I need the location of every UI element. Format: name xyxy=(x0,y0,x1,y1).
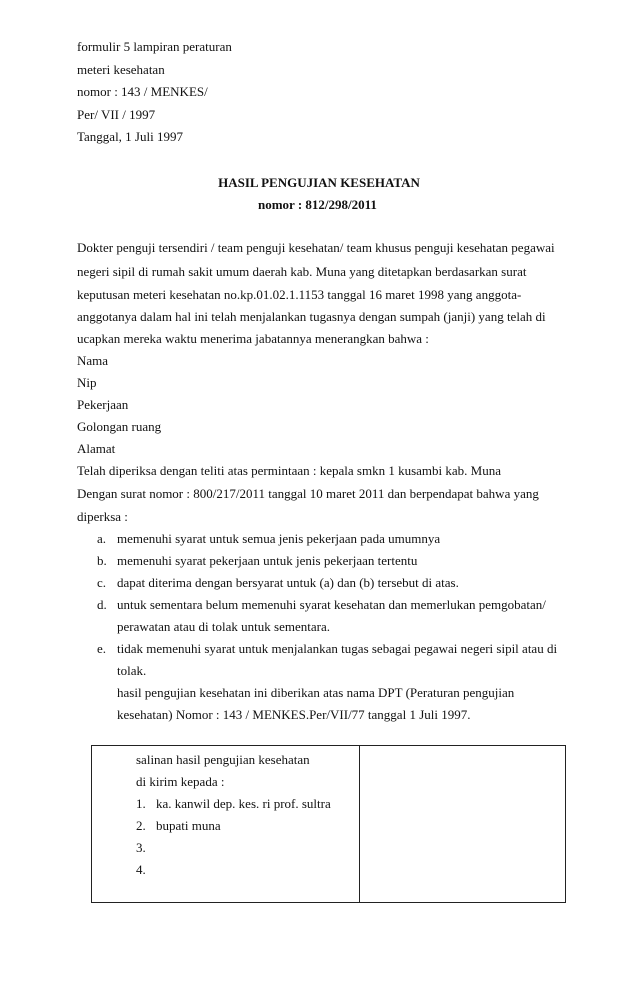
recipient-number: 1. xyxy=(136,796,146,811)
option-marker: c. xyxy=(97,575,107,590)
recipient-number: 3. xyxy=(136,840,146,855)
intro-line: negeri sipil di rumah sakit umum daerah kab. Muna yang ditetapkan berdasarkan surat xyxy=(77,264,527,279)
closing-line: hasil pengujian kesehatan ini diberikan atas nama DPT (Peraturan pengujian xyxy=(117,685,515,700)
document-number: nomor : 812/298/2011 xyxy=(258,197,377,212)
field-golongan-ruang: Golongan ruang xyxy=(77,419,162,434)
recipient-name: ka. kanwil dep. kes. ri prof. sultra xyxy=(156,796,331,811)
closing-line: kesehatan) Nomor : 143 / MENKES.Per/VII/77 tanggal 1 Juli 1997. xyxy=(117,707,471,722)
intro-line: Dokter penguji tersendiri / team penguji kesehatan/ team khusus penguji kesehatan pegawai xyxy=(77,240,555,255)
recipient-name: bupati muna xyxy=(156,818,221,833)
option-marker: a. xyxy=(97,531,107,546)
field-nip: Nip xyxy=(77,375,97,390)
header-line: formulir 5 lampiran peraturan xyxy=(77,39,232,54)
option-text: dapat diterima dengan bersyarat untuk (a) dan (b) tersebut di atas. xyxy=(117,575,459,590)
option-text: perawatan atau di tolak untuk sementara. xyxy=(117,619,330,634)
intro-line: ucapkan mereka waktu menerima jabatannya menerangkan bahwa : xyxy=(77,331,429,346)
option-text: memenuhi syarat untuk semua jenis pekerjaan pada umumnya xyxy=(117,531,441,546)
option-text: tidak memenuhi syarat untuk menjalankan tugas sebagai pegawai negeri sipil atau di xyxy=(117,641,558,656)
field-nama: Nama xyxy=(77,353,109,368)
option-marker: d. xyxy=(97,597,107,612)
examined-line: diperksa : xyxy=(77,509,128,524)
intro-line: keputusan meteri kesehatan no.kp.01.02.1.1153 tanggal 16 maret 1998 yang anggota- xyxy=(77,287,522,302)
option-text: tolak. xyxy=(117,663,147,678)
option-text: memenuhi syarat pekerjaan untuk jenis pekerjaan tertentu xyxy=(117,553,418,568)
recipient-number: 2. xyxy=(136,818,146,833)
header-line: nomor : 143 / MENKES/ xyxy=(77,84,208,99)
examined-line: Dengan surat nomor : 800/217/2011 tanggal 10 maret 2011 dan berpendapat bahwa yang xyxy=(77,486,539,501)
recipient-number: 4. xyxy=(136,862,146,877)
box-divider xyxy=(359,745,360,903)
field-pekerjaan: Pekerjaan xyxy=(77,397,129,412)
option-marker: e. xyxy=(97,641,107,656)
header-line: Per/ VII / 1997 xyxy=(77,107,156,122)
option-text: untuk sementara belum memenuhi syarat kesehatan dan memerlukan pemgobatan/ xyxy=(117,597,546,612)
field-alamat: Alamat xyxy=(77,441,116,456)
intro-line: anggotanya dalam hal ini telah menjalankan tugasnya dengan sumpah (janji) yang telah di xyxy=(77,309,546,324)
document-title: HASIL PENGUJIAN KESEHATAN xyxy=(218,175,420,190)
header-line: meteri kesehatan xyxy=(77,62,165,77)
examined-line: Telah diperiksa dengan teliti atas permintaan : kepala smkn 1 kusambi kab. Muna xyxy=(77,463,501,478)
copy-box-subheading: di kirim kepada : xyxy=(136,774,225,789)
header-line: Tanggal, 1 Juli 1997 xyxy=(77,129,183,144)
option-marker: b. xyxy=(97,553,107,568)
copy-box-heading: salinan hasil pengujian kesehatan xyxy=(136,752,310,767)
